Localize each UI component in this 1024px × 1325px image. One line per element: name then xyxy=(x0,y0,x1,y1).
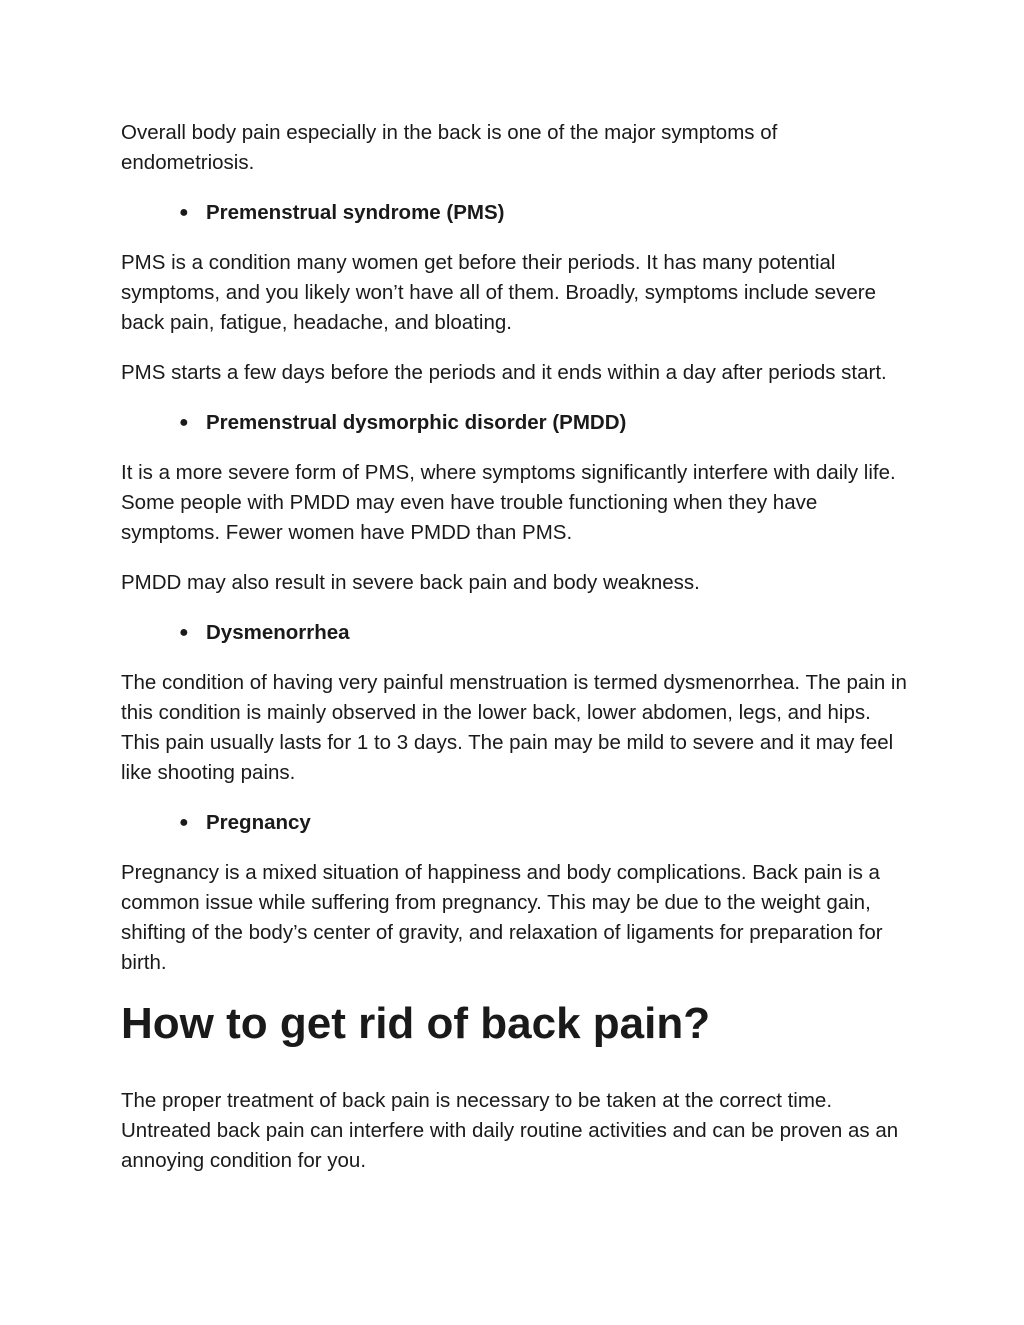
bullet-label-dysmenorrhea: Dysmenorrhea xyxy=(206,621,350,644)
bullet-label-pmdd: Premenstrual dysmorphic disorder (PMDD) xyxy=(206,411,627,434)
paragraph-dysmenorrhea-description: The condition of having very painful menstruation is termed dysmenorrhea. The pain in this condition is mainly observed in the lower back, lower abdomen, legs, and hips. This pain usually lasts for 1 to 3 days. The pain may be mild to severe and it may feel like shooting pains. xyxy=(121,671,907,784)
bullet-item-pregnancy xyxy=(121,808,911,838)
paragraph-treatment-intro: The proper treatment of back pain is necessary to be taken at the correct time. Untreated back pain can interfere with daily routine activities and can be proven as an annoying condition for you. xyxy=(121,1089,899,1172)
paragraph-pmdd-description: It is a more severe form of PMS, where symptoms significantly interfere with daily life. Some people with PMDD may even have trouble functioning when they have symptoms. Fewer women have PMDD than PMS. xyxy=(121,461,896,544)
paragraph-pregnancy-description: Pregnancy is a mixed situation of happiness and body complications. Back pain is a common issue while suffering from pregnancy. This may be due to the weight gain, shifting of the body’s center of gravity, and relaxation of ligaments for preparation for birth. xyxy=(121,861,883,974)
bullet-dot-icon: ● xyxy=(179,204,189,221)
section-heading: How to get rid of back pain? xyxy=(121,999,711,1048)
paragraph-endometriosis: Overall body pain especially in the back is one of the major symptoms of endometriosis. xyxy=(121,121,778,174)
bullet-dot-icon: ● xyxy=(179,624,189,641)
paragraph-pms-timing: PMS starts a few days before the periods and it ends within a day after periods start. xyxy=(121,361,887,384)
paragraph-pms-description: PMS is a condition many women get before their periods. It has many potential symptoms, and you likely won’t have all of them. Broadly, symptoms include severe back pain, fatigue, headache, and bloating. xyxy=(121,251,877,334)
paragraph-pmdd-effects: PMDD may also result in severe back pain and body weakness. xyxy=(121,571,700,594)
bullet-item-pms xyxy=(121,198,911,228)
bullet-dot-icon: ● xyxy=(179,414,189,431)
bullet-dot-icon: ● xyxy=(179,814,189,831)
document-page xyxy=(121,118,911,1196)
bullet-label-pregnancy: Pregnancy xyxy=(206,811,311,834)
bullet-item-dysmenorrhea xyxy=(121,618,911,648)
bullet-label-pms: Premenstrual syndrome (PMS) xyxy=(206,201,505,224)
bullet-item-pmdd xyxy=(121,408,911,438)
